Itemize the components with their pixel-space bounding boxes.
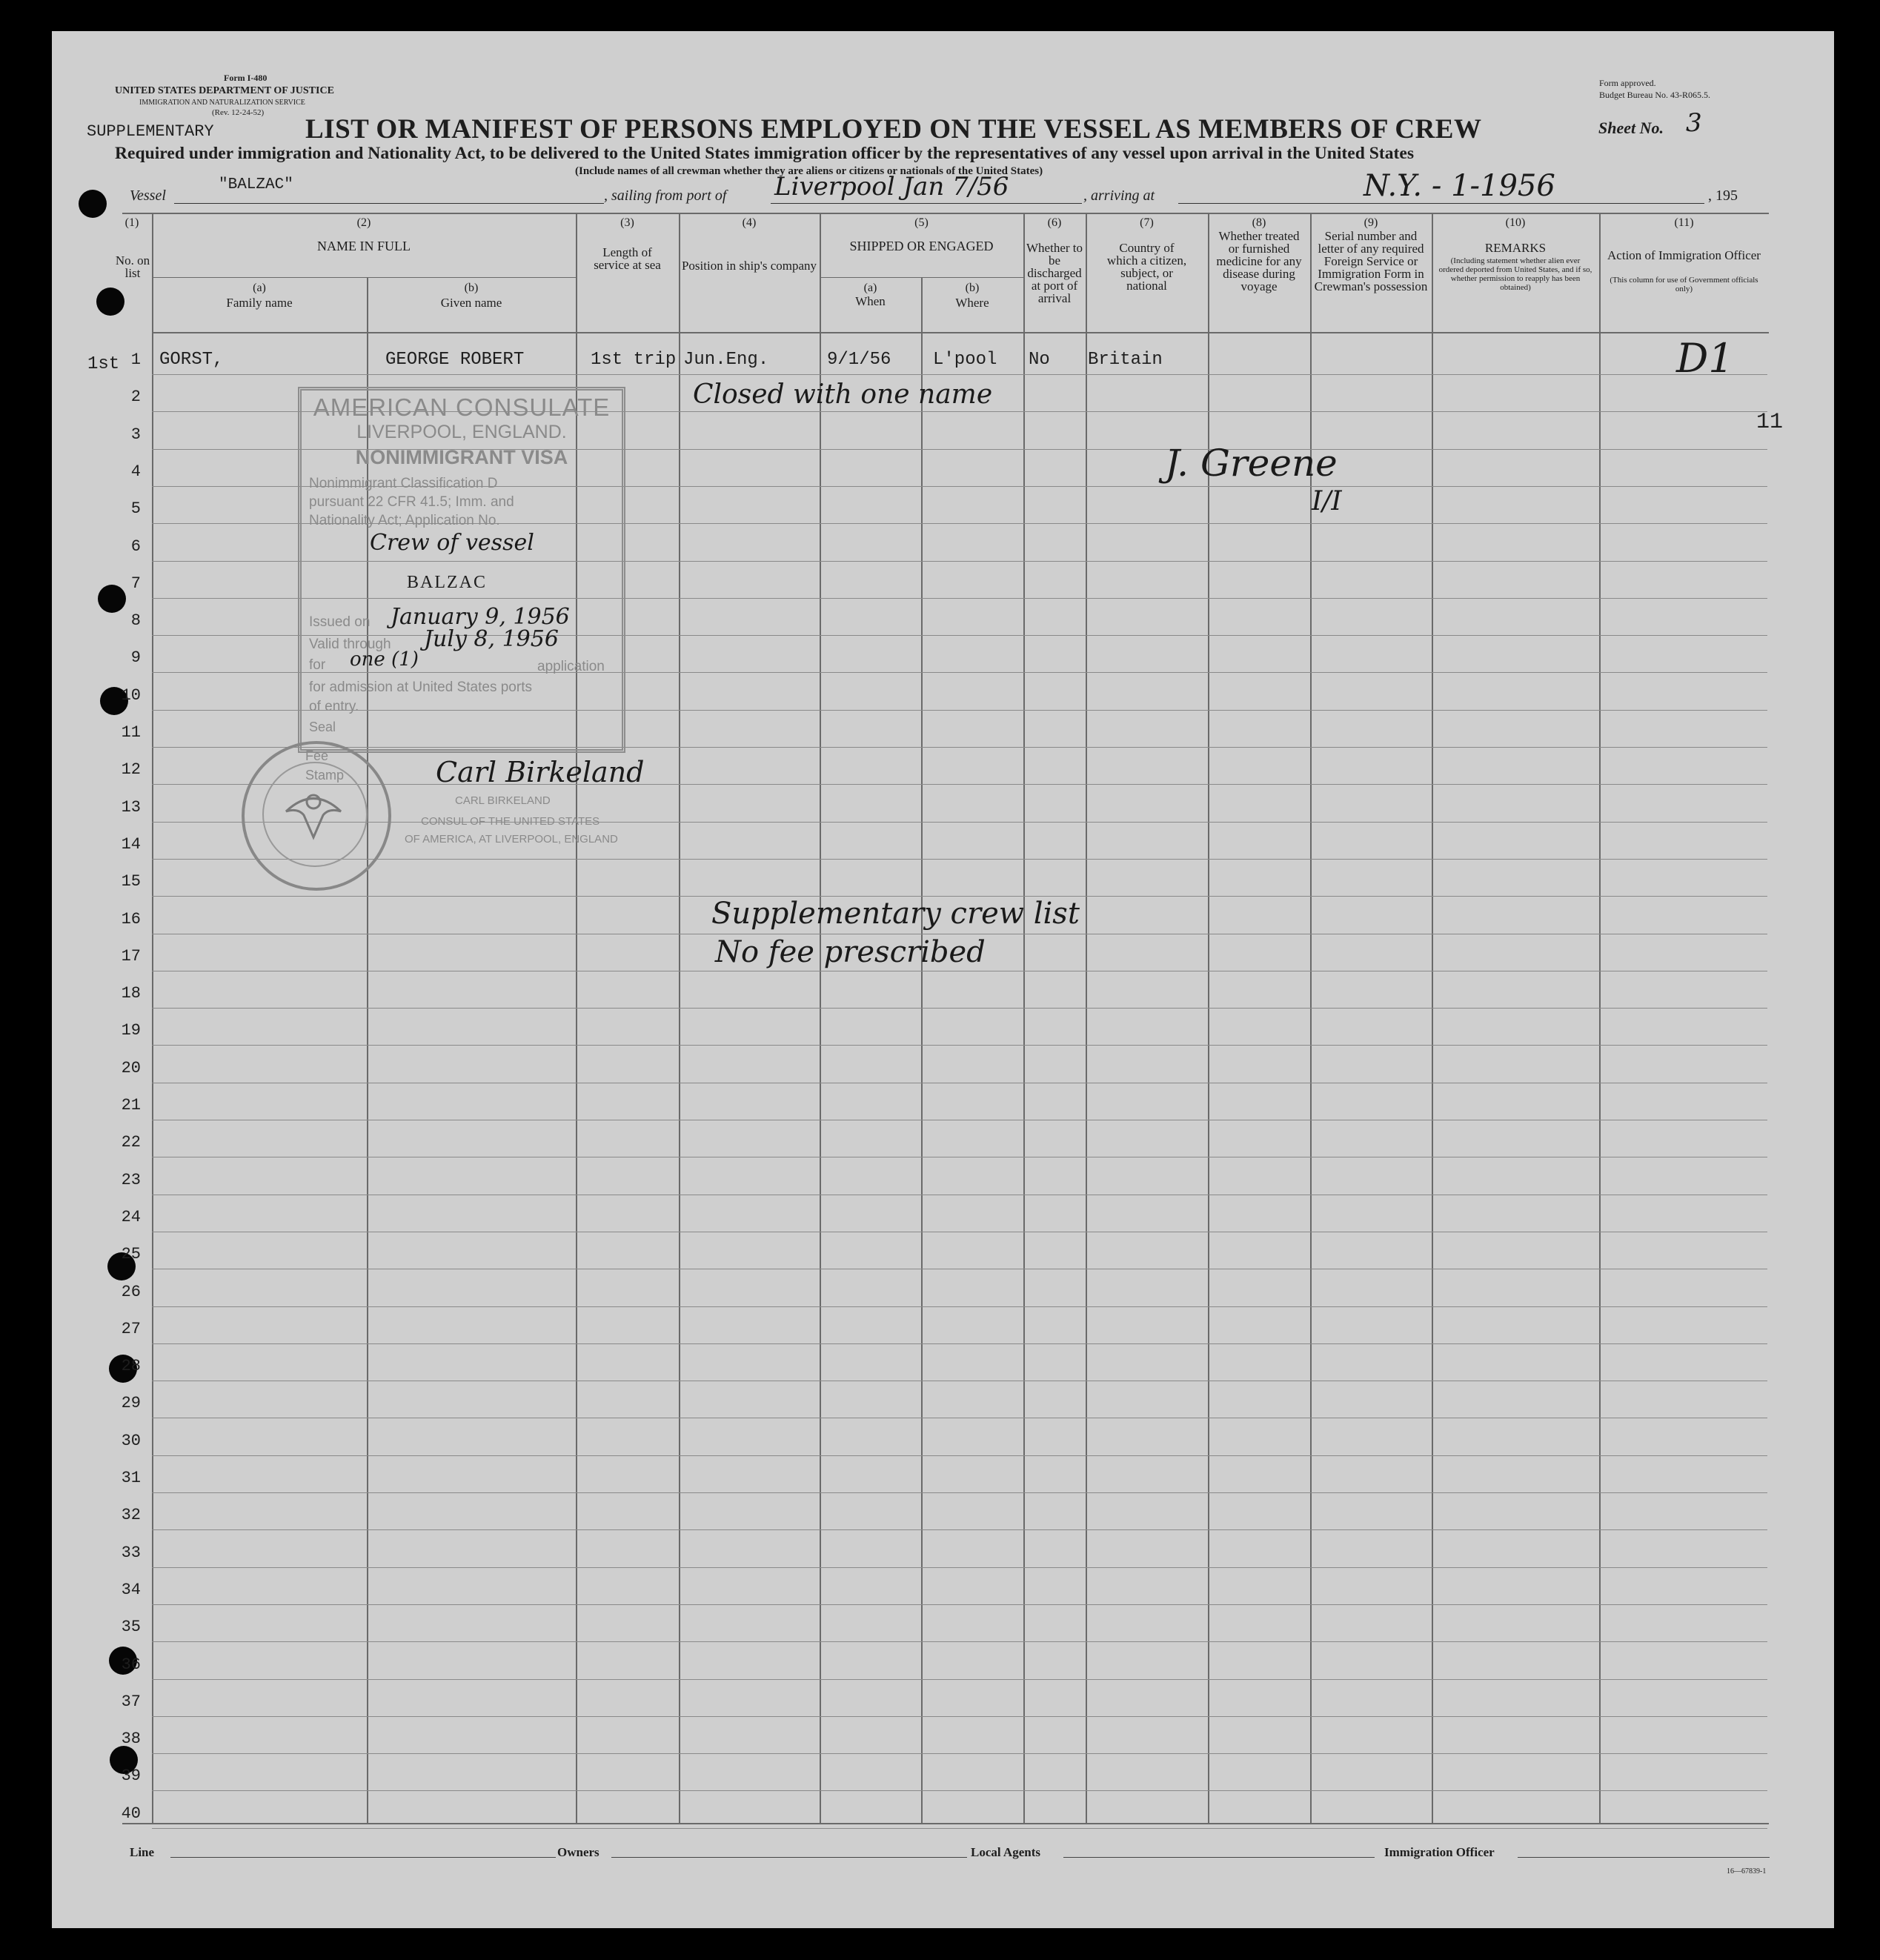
row-number: 19 <box>121 1021 141 1040</box>
row-number: 6 <box>130 536 141 556</box>
fee-note: No fee prescribed <box>715 935 986 969</box>
form-title: LIST OR MANIFEST OF PERSONS EMPLOYED ON THE VESSEL AS MEMBERS OF CREW <box>305 114 1482 144</box>
name-subheader-divider <box>152 277 576 278</box>
row-number: 12 <box>121 760 141 780</box>
row-number: 15 <box>121 872 141 891</box>
stamp-application: Nationality Act; Application No. <box>309 513 500 528</box>
col5-number: (5) <box>914 216 929 229</box>
col3-number: (3) <box>620 216 634 229</box>
eagle-emblem-icon <box>242 741 385 885</box>
row-rule <box>152 1790 1767 1791</box>
row-number: 40 <box>121 1804 141 1823</box>
sheet-label: Sheet No. <box>1598 119 1664 137</box>
col10-number: (10) <box>1505 216 1526 229</box>
col7-number: (7) <box>1140 216 1154 229</box>
form-subtitle: Required under immigration and Nationality Act, to be delivered to the United States immigration officer by the representatives of any vessel upon arrival in the United States <box>115 144 1415 163</box>
col-divider <box>921 277 923 1823</box>
stamp-city: LIVERPOOL, ENGLAND. <box>356 422 567 442</box>
col-divider <box>1599 213 1601 1823</box>
col1-header: No. on list <box>115 253 150 280</box>
col10-note: (Including statement whether alien ever ordered deported from United States, and if so, whether permission to reapply has been obtained) <box>1438 256 1592 292</box>
row-number: 28 <box>121 1357 141 1376</box>
row-number: 27 <box>121 1319 141 1338</box>
department: UNITED STATES DEPARTMENT OF JUSTICE <box>115 85 334 96</box>
row-number: 7 <box>130 574 141 593</box>
col4-number: (4) <box>742 216 757 229</box>
punch-hole <box>96 288 124 316</box>
footer-agents-rule <box>1063 1857 1375 1858</box>
col11-header: Action of Immigration Officer <box>1607 248 1761 262</box>
row-rule <box>152 1828 1767 1829</box>
stamp-issued-label: Issued on <box>309 614 371 630</box>
entry-action: D1 <box>1676 335 1734 382</box>
col7-header: Country of which a citizen, subject, or national <box>1106 241 1187 293</box>
row-number: 23 <box>121 1170 141 1189</box>
arriving-underline <box>1178 203 1704 204</box>
col-divider <box>1023 213 1025 1823</box>
col5a-number: (a) <box>863 282 877 294</box>
row-number: 25 <box>121 1245 141 1264</box>
col11-note: (This column for use of Government officials only) <box>1610 276 1758 293</box>
officer-title: I/I <box>1312 486 1342 516</box>
revision: (Rev. 12-24-52) <box>212 108 265 117</box>
col11-number: (11) <box>1674 216 1694 229</box>
row-number: 13 <box>121 797 141 817</box>
row-rule <box>152 1455 1767 1456</box>
row-rule <box>152 1492 1767 1493</box>
sheet-number: 3 <box>1686 108 1702 138</box>
stamp-regulation: pursuant 22 CFR 41.5; Imm. and <box>309 494 514 510</box>
stamp-admission: for admission at United States ports <box>309 680 532 695</box>
row-rule <box>152 1008 1767 1009</box>
approval-line-1: Form approved. <box>1599 78 1656 88</box>
row-number: 16 <box>121 909 141 928</box>
sailing-port: Liverpool Jan 7/56 <box>774 172 1009 202</box>
supplementary-note: Supplementary crew list <box>711 897 1080 931</box>
col8-number: (8) <box>1252 216 1266 229</box>
footer-owners-rule <box>611 1857 967 1858</box>
table-header-bottom <box>152 332 1769 333</box>
consul-signature: Carl Birkeland <box>436 756 645 788</box>
row-number: 32 <box>121 1506 141 1525</box>
col6-number: (6) <box>1047 216 1062 229</box>
row-rule <box>152 1529 1767 1530</box>
col5b-header: Where <box>955 296 989 310</box>
row-number: 36 <box>121 1655 141 1674</box>
consulate-seal <box>242 741 391 891</box>
stamp-valid-label: Valid through <box>309 637 391 652</box>
manifest-sheet <box>52 31 1834 1928</box>
col-divider <box>820 213 821 1823</box>
col9-header: Serial number and letter of any required Foreign Service or Immigration Form in Crewman's possession <box>1314 229 1428 293</box>
row-rule <box>152 1045 1767 1046</box>
col4-header: Position in ship's company <box>681 259 817 273</box>
row-number: 14 <box>121 834 141 854</box>
entry-where: L'pool <box>933 350 997 370</box>
punch-hole <box>79 190 107 218</box>
entry-when: 9/1/56 <box>827 350 891 370</box>
row-rule <box>152 1679 1767 1680</box>
col5a-header: When <box>855 294 886 308</box>
footer-officer: Immigration Officer <box>1384 1845 1495 1859</box>
footer-agents: Local Agents <box>971 1845 1040 1859</box>
stamp-app-label: application <box>537 659 605 674</box>
entry-discharged: No <box>1029 350 1050 370</box>
row-rule <box>152 1604 1767 1605</box>
stamp-valid-date: July 8, 1956 <box>424 626 559 652</box>
stamp-for-label: for <box>309 657 326 673</box>
row-number: 11 <box>121 723 141 742</box>
col5-header: SHIPPED OR ENGAGED <box>849 239 994 253</box>
arriving-label: , arriving at <box>1083 187 1155 204</box>
officer-signature: J. Greene <box>1165 442 1338 485</box>
approval-line-2: Budget Bureau No. 43-R065.5. <box>1599 90 1710 100</box>
col2b-number: (b) <box>464 282 479 294</box>
entry-given-name: GEORGE ROBERT <box>385 350 525 370</box>
row-number: 22 <box>121 1133 141 1152</box>
form-note: (Include names of all crewman whether they are aliens or citizens or nationals of the United States) <box>575 165 1043 177</box>
row-rule <box>152 822 1767 823</box>
row-number: 39 <box>121 1767 141 1786</box>
entry-position: Jun.Eng. <box>683 350 769 370</box>
row-number: 4 <box>130 462 141 481</box>
supplementary-label: SUPPLEMENTARY <box>87 122 214 141</box>
row-number: 30 <box>121 1431 141 1450</box>
row-number: 34 <box>121 1580 141 1599</box>
stamp-entry: of entry. <box>309 699 359 714</box>
col2-header: NAME IN FULL <box>317 239 411 253</box>
col2a-number: (a) <box>253 282 266 294</box>
closed-note: Closed with one name <box>693 379 993 410</box>
col5b-number: (b) <box>965 282 980 294</box>
stamp-seal-label: Seal <box>309 720 336 734</box>
year-suffix: , 195 <box>1708 187 1738 204</box>
stamp-fee-label: Fee <box>305 748 329 763</box>
vessel-underline <box>174 203 604 204</box>
row-number: 5 <box>130 499 141 519</box>
col10-header: REMARKS <box>1484 241 1547 255</box>
stamp-classification: Nonimmigrant Classification D <box>309 476 498 491</box>
sailing-label: , sailing from port of <box>604 187 727 204</box>
stamp-visa-type: NONIMMIGRANT VISA <box>355 446 568 468</box>
row-rule <box>152 1641 1767 1642</box>
entry-family-name: GORST, <box>159 350 224 370</box>
col2-number: (2) <box>356 216 371 229</box>
row-number: 38 <box>121 1730 141 1749</box>
col8-header: Whether treated or furnished medicine for any disease during voyage <box>1216 229 1302 293</box>
row-number: 17 <box>121 946 141 966</box>
consul-place: OF AMERICA, AT LIVERPOOL, ENGLAND <box>405 833 618 846</box>
row-number: 8 <box>130 611 141 631</box>
row-rule <box>152 1343 1767 1344</box>
stamp-stamp-label: Stamp <box>305 768 345 783</box>
entry-service: 1st trip <box>591 350 677 370</box>
consular-visa-stamp <box>298 387 625 753</box>
row-number: 10 <box>121 685 141 705</box>
entry-prefix: 1st <box>87 354 120 374</box>
row-number: 29 <box>121 1394 141 1413</box>
col6-header: Whether to be discharged at port of arrival <box>1026 241 1083 305</box>
table-bottom-border <box>122 1823 1769 1824</box>
col2a-header: Family name <box>226 296 293 310</box>
sailing-underline <box>771 203 1082 204</box>
service: IMMIGRATION AND NATURALIZATION SERVICE <box>139 99 305 107</box>
consul-name: CARL BIRKELAND <box>455 794 551 807</box>
row-rule <box>152 1716 1767 1717</box>
row-number: 31 <box>121 1469 141 1487</box>
col-divider <box>1086 213 1087 1823</box>
row-rule <box>152 784 1767 785</box>
row-rule <box>152 1306 1767 1307</box>
row-rule <box>152 1567 1767 1568</box>
col-divider <box>152 213 153 1823</box>
col9-number: (9) <box>1364 216 1378 229</box>
row-number: 24 <box>121 1207 141 1226</box>
arriving-port: N.Y. - 1-1956 <box>1364 169 1555 203</box>
stamp-vessel-name: BALZAC <box>407 573 487 592</box>
col-divider <box>1432 213 1433 1823</box>
col2b-header: Given name <box>440 296 502 310</box>
row-rule <box>152 859 1767 860</box>
col3-header: Length of service at sea <box>594 245 661 272</box>
stamp-count: one (1) <box>350 648 419 671</box>
row-number: 33 <box>121 1543 141 1562</box>
entry-country: Britain <box>1088 350 1163 370</box>
col-divider <box>679 213 680 1823</box>
row-number: 37 <box>121 1692 141 1711</box>
row-number: 21 <box>121 1096 141 1114</box>
footer-officer-rule <box>1518 1857 1770 1858</box>
row-number: 9 <box>130 648 141 668</box>
row-number: 2 <box>130 388 141 407</box>
row-rule <box>152 374 1767 375</box>
footer-owners: Owners <box>557 1845 599 1859</box>
row-number: 3 <box>130 425 141 444</box>
consul-title: CONSUL OF THE UNITED STATES <box>421 815 600 828</box>
form-number: Form I-480 <box>224 73 268 83</box>
col1-number: (1) <box>124 216 139 229</box>
footer-line: Line <box>130 1845 155 1859</box>
vessel-name: "BALZAC" <box>219 176 293 193</box>
stamp-issued-date: January 9, 1956 <box>391 604 570 630</box>
footer-line-rule <box>170 1857 556 1858</box>
row-number: 35 <box>121 1618 141 1637</box>
row-number: 20 <box>121 1058 141 1077</box>
row-number: 26 <box>121 1282 141 1301</box>
print-code: 16—67839-1 <box>1727 1867 1767 1876</box>
margin-count: 11 <box>1756 410 1784 435</box>
vessel-label: Vessel <box>130 187 166 204</box>
table-top-border <box>122 213 1769 214</box>
stamp-crew-of-vessel: Crew of vessel <box>370 530 534 556</box>
row-rule <box>152 1753 1767 1754</box>
stamp-consulate: AMERICAN CONSULATE <box>313 393 611 421</box>
row-number: 1 <box>130 351 141 369</box>
row-number: 18 <box>121 984 141 1003</box>
